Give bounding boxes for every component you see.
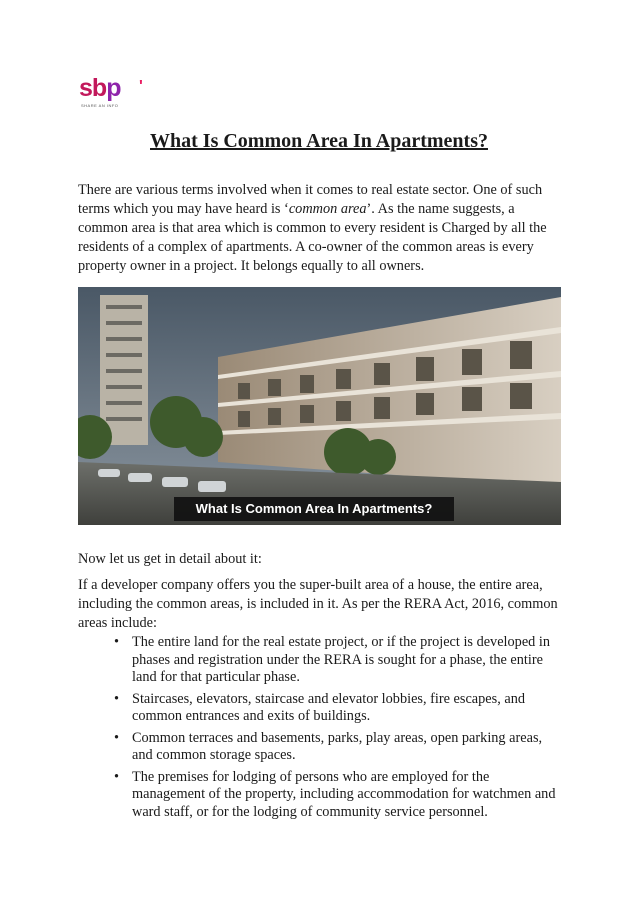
bullet-icon: • bbox=[114, 634, 120, 650]
logo-accent: ' bbox=[139, 78, 143, 95]
list-item: • The entire land for the real estate project, or if the project is developed in phases and registration under the RERA is sought for a phase, the entire land for that particular phase. bbox=[114, 634, 551, 685]
logo-wordmark: sbp bbox=[79, 74, 121, 102]
logo-tagline: SHARE AN INFO bbox=[81, 103, 119, 108]
hero-caption: What Is Common Area In Apartments? bbox=[195, 501, 433, 516]
page-title: What Is Common Area In Apartments? bbox=[150, 130, 488, 152]
sbp-logo bbox=[79, 74, 151, 108]
rera-paragraph: If a developer company offers you the super-built area of a house, the entire area, including the common areas, is included in it. As per the RERA Act, 2016, common areas include: bbox=[78, 577, 558, 631]
bullet-icon: • bbox=[114, 690, 120, 707]
common-area-term: common area bbox=[288, 201, 367, 217]
list-item: • The premises for lodging of persons who are employed for the management of the property, including accommodation for watchmen and ward staff, or for the lodging of community service personnel. bbox=[114, 768, 556, 820]
common-areas-list bbox=[78, 634, 562, 825]
bullet-icon: • bbox=[114, 768, 120, 785]
hero-image bbox=[78, 287, 561, 525]
bullet-icon: • bbox=[114, 729, 120, 746]
detail-intro: Now let us get in detail about it: bbox=[78, 551, 262, 567]
intro-paragraph: There are various terms involved when it comes to real estate sector. One of such terms which you may have heard is ‘common area’. As the name suggests, a common area is that area which is common to every resident is Charged by all the residents of a complex of apartments. A co-owner of the common areas is every property owner in a project. It belongs equally to all owners. bbox=[78, 182, 547, 274]
list-item: • Common terraces and basements, parks, play areas, open parking areas, and common storage spaces. bbox=[114, 729, 543, 763]
list-item: • Staircases, elevators, staircase and elevator lobbies, fire escapes, and common entrances and exits of buildings. bbox=[114, 690, 525, 724]
